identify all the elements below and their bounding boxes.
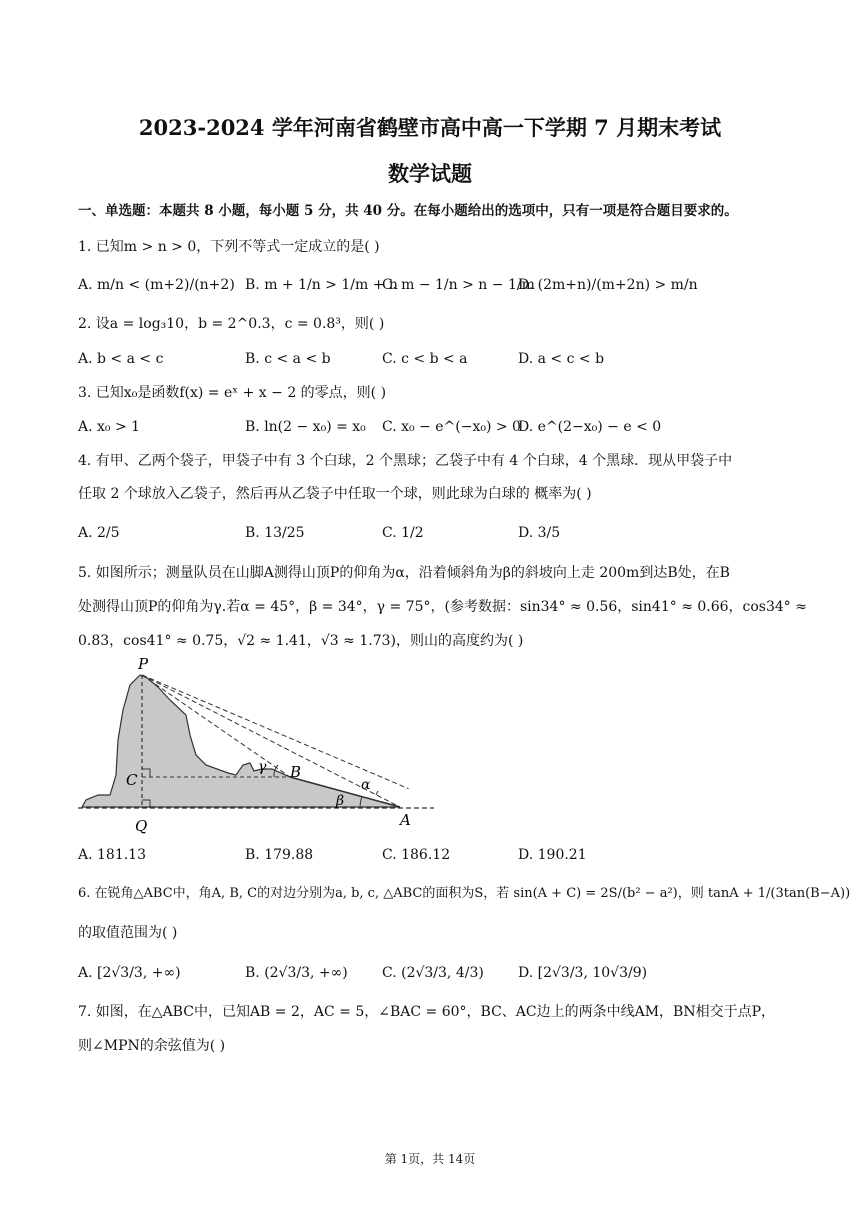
q4-option-b: B. 13/25 bbox=[245, 525, 305, 541]
q4-option-c: C. 1/2 bbox=[382, 525, 424, 541]
q4-option-d: D. 3/5 bbox=[518, 525, 561, 541]
q5-option-d: D. 190.21 bbox=[518, 847, 587, 863]
question-4-stem-line1: 4. 有甲、乙两个袋子，甲袋子中有 3 个白球，2 个黑球；乙袋子中有 4 个白球，4 个黑球．现从甲袋子中 bbox=[78, 453, 733, 469]
question-6-stem-line1: 6. 在锐角△ABC中，角A, B, C的对边分别为a, b, c, △ABC的面积为S，若 sin(A + C) = 2S/(b² − a²)，则 tanA + 1/(3tan(B−A)) bbox=[78, 886, 851, 901]
q3-option-d: D. e^(2−x₀) − e < 0 bbox=[518, 419, 662, 435]
question-6-stem-line2: 的取值范围为( ) bbox=[78, 925, 178, 941]
exam-subtitle: 数学试题 bbox=[388, 161, 472, 186]
q1-option-b: B. m + 1/n > 1/m + n bbox=[245, 277, 398, 293]
question-1-stem: 1. 已知m > n > 0，下列不等式一定成立的是( ) bbox=[78, 239, 380, 255]
question-7-stem-line1: 7. 如图，在△ABC中，已知AB = 2，AC = 5，∠BAC = 60°，BC、AC边上的两条中线AM，BN相交于点P， bbox=[78, 1004, 776, 1020]
q6-option-c: C. (2√3/3, 4/3) bbox=[382, 965, 484, 981]
q3-option-a: A. x₀ > 1 bbox=[78, 419, 141, 435]
q2-option-a: A. b < a < c bbox=[78, 351, 164, 367]
section-heading: 一、单选题：本题共 8 小题，每小题 5 分，共 40 分。在每小题给出的选项中，只有一项是符合题目要求的。 bbox=[78, 203, 738, 219]
label-gamma: γ bbox=[258, 759, 267, 775]
q5-option-b: B. 179.88 bbox=[245, 847, 314, 863]
angle-alpha-arc bbox=[376, 791, 378, 795]
q5-option-a: A. 181.13 bbox=[78, 847, 146, 863]
mountain-figure bbox=[78, 655, 448, 840]
q6-option-d: D. [2√3/3, 10√3/9) bbox=[518, 965, 648, 981]
question-7-stem-line2: 则∠MPN的余弦值为( ) bbox=[78, 1038, 226, 1054]
exam-title: 2023-2024 学年河南省鹤壁市高中高一下学期 7 月期末考试 bbox=[138, 115, 722, 140]
label-a: A bbox=[400, 811, 411, 829]
label-alpha: α bbox=[361, 777, 371, 793]
q2-option-b: B. c < a < b bbox=[245, 351, 331, 367]
q2-option-c: C. c < b < a bbox=[382, 351, 468, 367]
q5-option-c: C. 186.12 bbox=[382, 847, 451, 863]
question-3-stem: 3. 已知x₀是函数f(x) = eˣ + x − 2 的零点，则( ) bbox=[78, 385, 387, 401]
label-p: P bbox=[138, 655, 149, 673]
q2-option-d: D. a < c < b bbox=[518, 351, 605, 367]
q6-option-b: B. (2√3/3, +∞) bbox=[245, 965, 348, 981]
q1-option-a: A. m/n < (m+2)/(n+2) bbox=[78, 277, 235, 293]
question-5-stem-line3: 0.83，cos41° ≈ 0.75，√2 ≈ 1.41，√3 ≈ 1.73)，则山的高度约为( ) bbox=[78, 633, 524, 649]
q6-option-a: A. [2√3/3, +∞) bbox=[78, 965, 181, 981]
label-c: C bbox=[126, 771, 138, 789]
q1-option-c: C. m − 1/n > n − 1/m bbox=[382, 277, 535, 293]
label-q: Q bbox=[135, 817, 148, 835]
page-footer: 第 1页，共 14页 bbox=[384, 1152, 476, 1166]
label-b: B bbox=[290, 763, 302, 781]
q1-option-d: D. (2m+n)/(m+2n) > m/n bbox=[518, 277, 698, 293]
q4-option-a: A. 2/5 bbox=[78, 525, 120, 541]
question-4-stem-line2: 任取 2 个球放入乙袋子，然后再从乙袋子中任取一个球，则此球为白球的 概率为( ) bbox=[78, 486, 592, 502]
label-beta: β bbox=[336, 793, 345, 809]
q3-option-c: C. x₀ − e^(−x₀) > 0 bbox=[382, 419, 521, 435]
question-5-stem-line1: 5. 如图所示；测量队员在山脚A测得山顶P的仰角为α，沿着倾斜角为β的斜坡向上走 200m到达B处，在B bbox=[78, 565, 730, 581]
q3-option-b: B. ln(2 − x₀) = x₀ bbox=[245, 419, 366, 435]
question-5-stem-line2: 处测得山顶P的仰角为γ.若α = 45°，β = 34°，γ = 75°，(参考数据：sin34° ≈ 0.56，sin41° ≈ 0.66，cos34° ≈ bbox=[78, 599, 807, 615]
question-2-stem: 2. 设a = log₃10，b = 2^0.3，c = 0.8³，则( ) bbox=[78, 316, 385, 332]
